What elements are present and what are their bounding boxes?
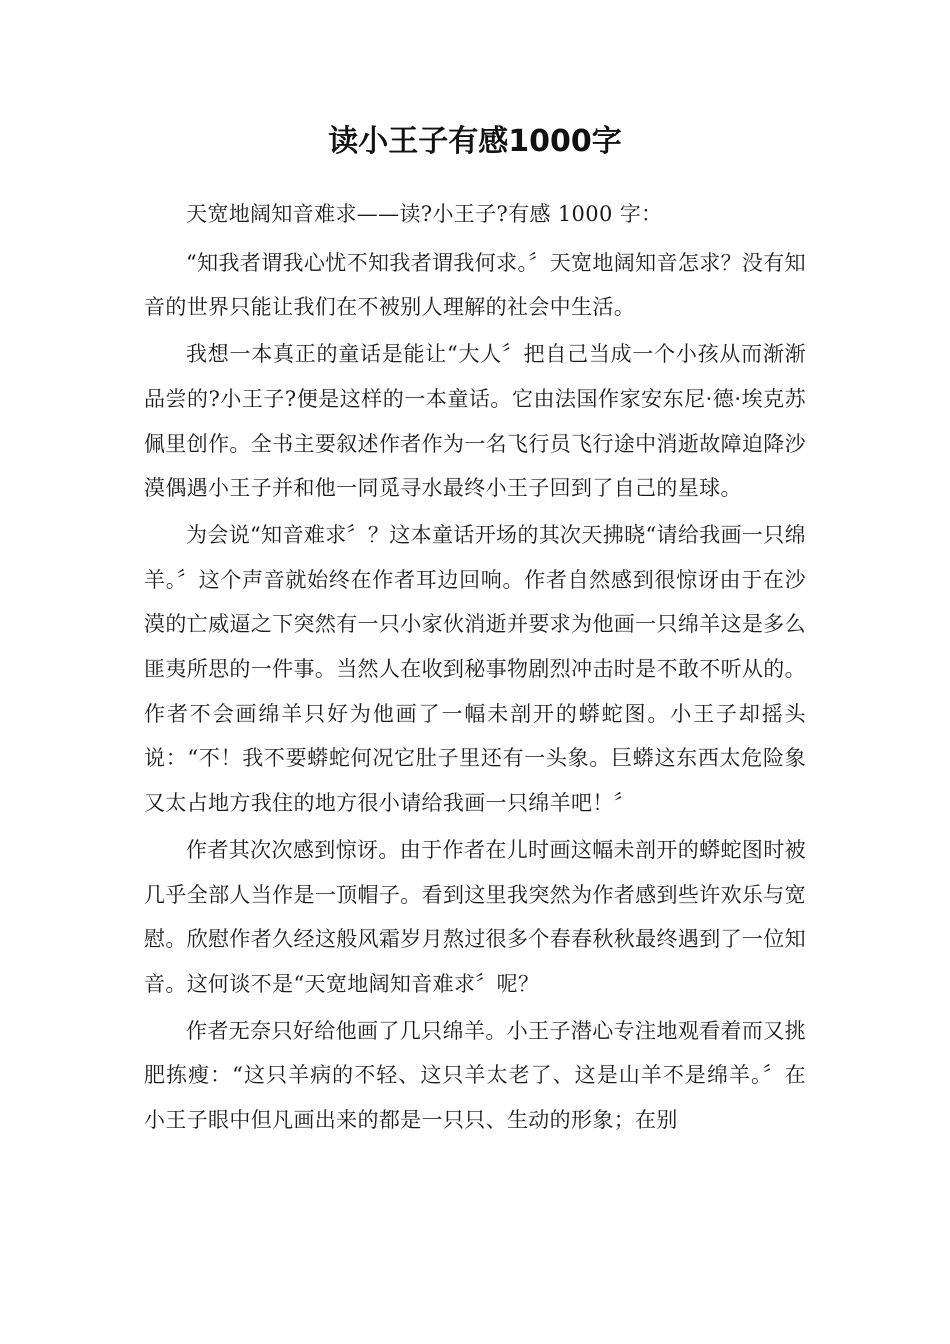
paragraph: 作者其次次感到惊讶。由于作者在儿时画这幅未剖开的蟒蛇图时被几乎全部人当作是一顶帽子。看到这里我突然为作者感到些许欢乐与宽慰。欣慰作者久经这般风霜岁月熬过很多个春春秋秋最终遇到了一位知音。这何谈不是“天宽地阔知音难求〞呢？ [144,837,806,996]
document-title: 读小王子有感1000字 [328,124,622,159]
paragraph: “知我者谓我心忧不知我者谓我何求。〞天宽地阔知音怎求？没有知音的世界只能让我们在不被别人理解的社会中生活。 [144,250,806,320]
paragraph: 我想一本真正的童话是能让“大人〞把自己当成一个小孩从而渐渐品尝的?小王子?便是这样的一本童话。它由法国作家安东尼·德·埃克苏佩里创作。全书主要叙述作者作为一名飞行员飞行途中消逝故障迫降沙漠偶遇小王子并和他一同觅寻水最终小王子回到了自己的星球。 [144,342,806,501]
paragraph: 作者无奈只好给他画了几只绵羊。小王子潜心专注地观看着而又挑肥拣瘦：“这只羊病的不轻、这只羊太老了、这是山羊不是绵羊。〞在小王子眼中但凡画出来的都是一只只、生动的形象；在别 [144,1018,806,1133]
paragraph-subtitle: 天宽地阔知音难求——读?小王子?有感 1000 字： [186,202,663,226]
document-body [144,192,806,1145]
paragraph: 为会说“知音难求〞？这本童话开场的其次天拂晓“请给我画一只绵羊。〞这个声音就始终在作者耳边回响。作者自然感到很惊讶由于在沙漠的亡威逼之下突然有一只小家伙消逝并要求为他画一只绵羊这是多么匪夷所思的一件事。当然人在收到秘事物剧烈冲击时是不敢不听从的。作者不会画绵羊只好为他画了一幅未剖开的蟒蛇图。小王子却摇头说：“不！我不要蟒蛇何况它肚子里还有一头象。巨蟒这东西太危险象又太占地方我住的地方很小请给我画一只绵羊吧！〞 [144,522,806,816]
